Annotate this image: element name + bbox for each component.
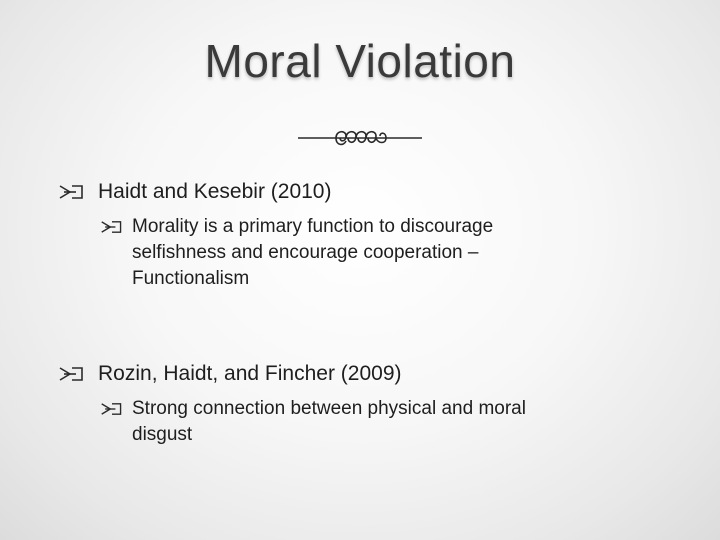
bullet-list [58,178,678,448]
arrow-bullet-icon [100,219,124,235]
sub-bullet-line: selfishness and encourage cooperation – [132,242,479,263]
bullet-group [58,360,678,448]
scroll-flourish-icon [296,124,424,152]
sub-bullet-item [58,396,678,448]
bullet-text: Haidt and Kesebir (2010) [98,180,332,203]
sub-bullet-line: Functionalism [132,268,250,289]
sub-bullet-item [58,214,678,292]
bullet-text: Rozin, Haidt, and Fincher (2009) [98,362,402,385]
bullet-group [58,178,678,292]
arrow-bullet-icon [58,365,86,383]
bullet-item [58,178,678,206]
bullet-item [58,360,678,388]
slide-title: Moral Violation [204,35,516,87]
arrow-bullet-icon [100,401,124,417]
sub-bullet-line: Morality is a primary function to discourage [132,216,494,237]
arrow-bullet-icon [58,183,86,201]
sub-bullet-line: disgust [132,424,193,445]
sub-bullet-line: Strong connection between physical and moral [132,398,526,419]
